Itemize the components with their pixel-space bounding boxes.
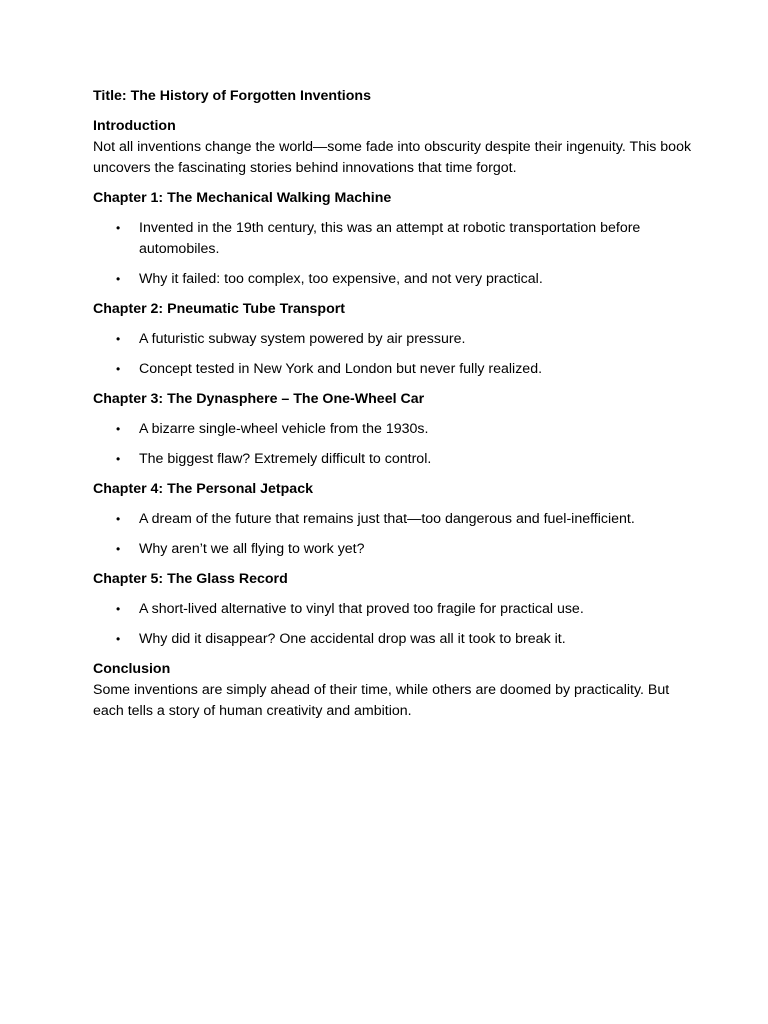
bullet-icon: • (116, 602, 121, 616)
chapter-2-bullet-list (93, 329, 693, 380)
bullet-icon: • (116, 362, 121, 376)
list-item-text: A short-lived alternative to vinyl that proved too fragile for practical use. (139, 601, 584, 617)
list-item-text: A futuristic subway system powered by air pressure. (139, 331, 466, 347)
list-item-text: Why aren’t we all flying to work yet? (139, 541, 365, 557)
chapter-1-bullet-list (93, 218, 693, 290)
bullet-icon: • (116, 272, 121, 286)
conclusion-heading: Conclusion (93, 661, 171, 677)
document-page (93, 86, 693, 731)
list-item-text: The biggest flaw? Extremely difficult to control. (139, 451, 432, 467)
bullet-icon: • (116, 632, 121, 646)
list-item (93, 509, 693, 530)
list-item-text: Why did it disappear? One accidental drop was all it took to break it. (139, 631, 566, 647)
chapter-5-heading: Chapter 5: The Glass Record (93, 571, 288, 587)
list-item-text: Concept tested in New York and London but never fully realized. (139, 361, 543, 377)
list-item-text: Why it failed: too complex, too expensive, and not very practical. (139, 271, 543, 287)
list-item (93, 449, 693, 470)
list-item (93, 599, 693, 620)
list-item (93, 269, 693, 290)
chapter-2-heading: Chapter 2: Pneumatic Tube Transport (93, 301, 345, 317)
conclusion-text: Some inventions are simply ahead of their time, while others are doomed by practicality. But each tells a story of human creativity and ambition. (93, 682, 670, 719)
list-item (93, 359, 693, 380)
chapter-5-bullet-list (93, 599, 693, 650)
list-item (93, 539, 693, 560)
introduction-text: Not all inventions change the world—some fade into obscurity despite their ingenuity. This book uncovers the fascinating stories behind innovations that time forgot. (93, 139, 692, 176)
bullet-icon: • (116, 542, 121, 556)
list-item-text: Invented in the 19th century, this was an attempt at robotic transportation before automobiles. (139, 220, 641, 257)
bullet-icon: • (116, 332, 121, 346)
document-title: Title: The History of Forgotten Inventions (93, 88, 371, 104)
bullet-icon: • (116, 422, 121, 436)
list-item (93, 419, 693, 440)
chapter-4-heading: Chapter 4: The Personal Jetpack (93, 481, 313, 497)
list-item-text: A dream of the future that remains just that—too dangerous and fuel-inefficient. (139, 511, 635, 527)
chapter-3-heading: Chapter 3: The Dynasphere – The One-Wheel Car (93, 391, 425, 407)
bullet-icon: • (116, 512, 121, 526)
chapter-3-bullet-list (93, 419, 693, 470)
bullet-icon: • (116, 221, 121, 235)
bullet-icon: • (116, 452, 121, 466)
list-item-text: A bizarre single-wheel vehicle from the 1930s. (139, 421, 429, 437)
list-item (93, 629, 693, 650)
introduction-heading: Introduction (93, 118, 176, 134)
chapter-1-heading: Chapter 1: The Mechanical Walking Machine (93, 190, 392, 206)
list-item (93, 218, 693, 260)
list-item (93, 329, 693, 350)
chapter-4-bullet-list (93, 509, 693, 560)
